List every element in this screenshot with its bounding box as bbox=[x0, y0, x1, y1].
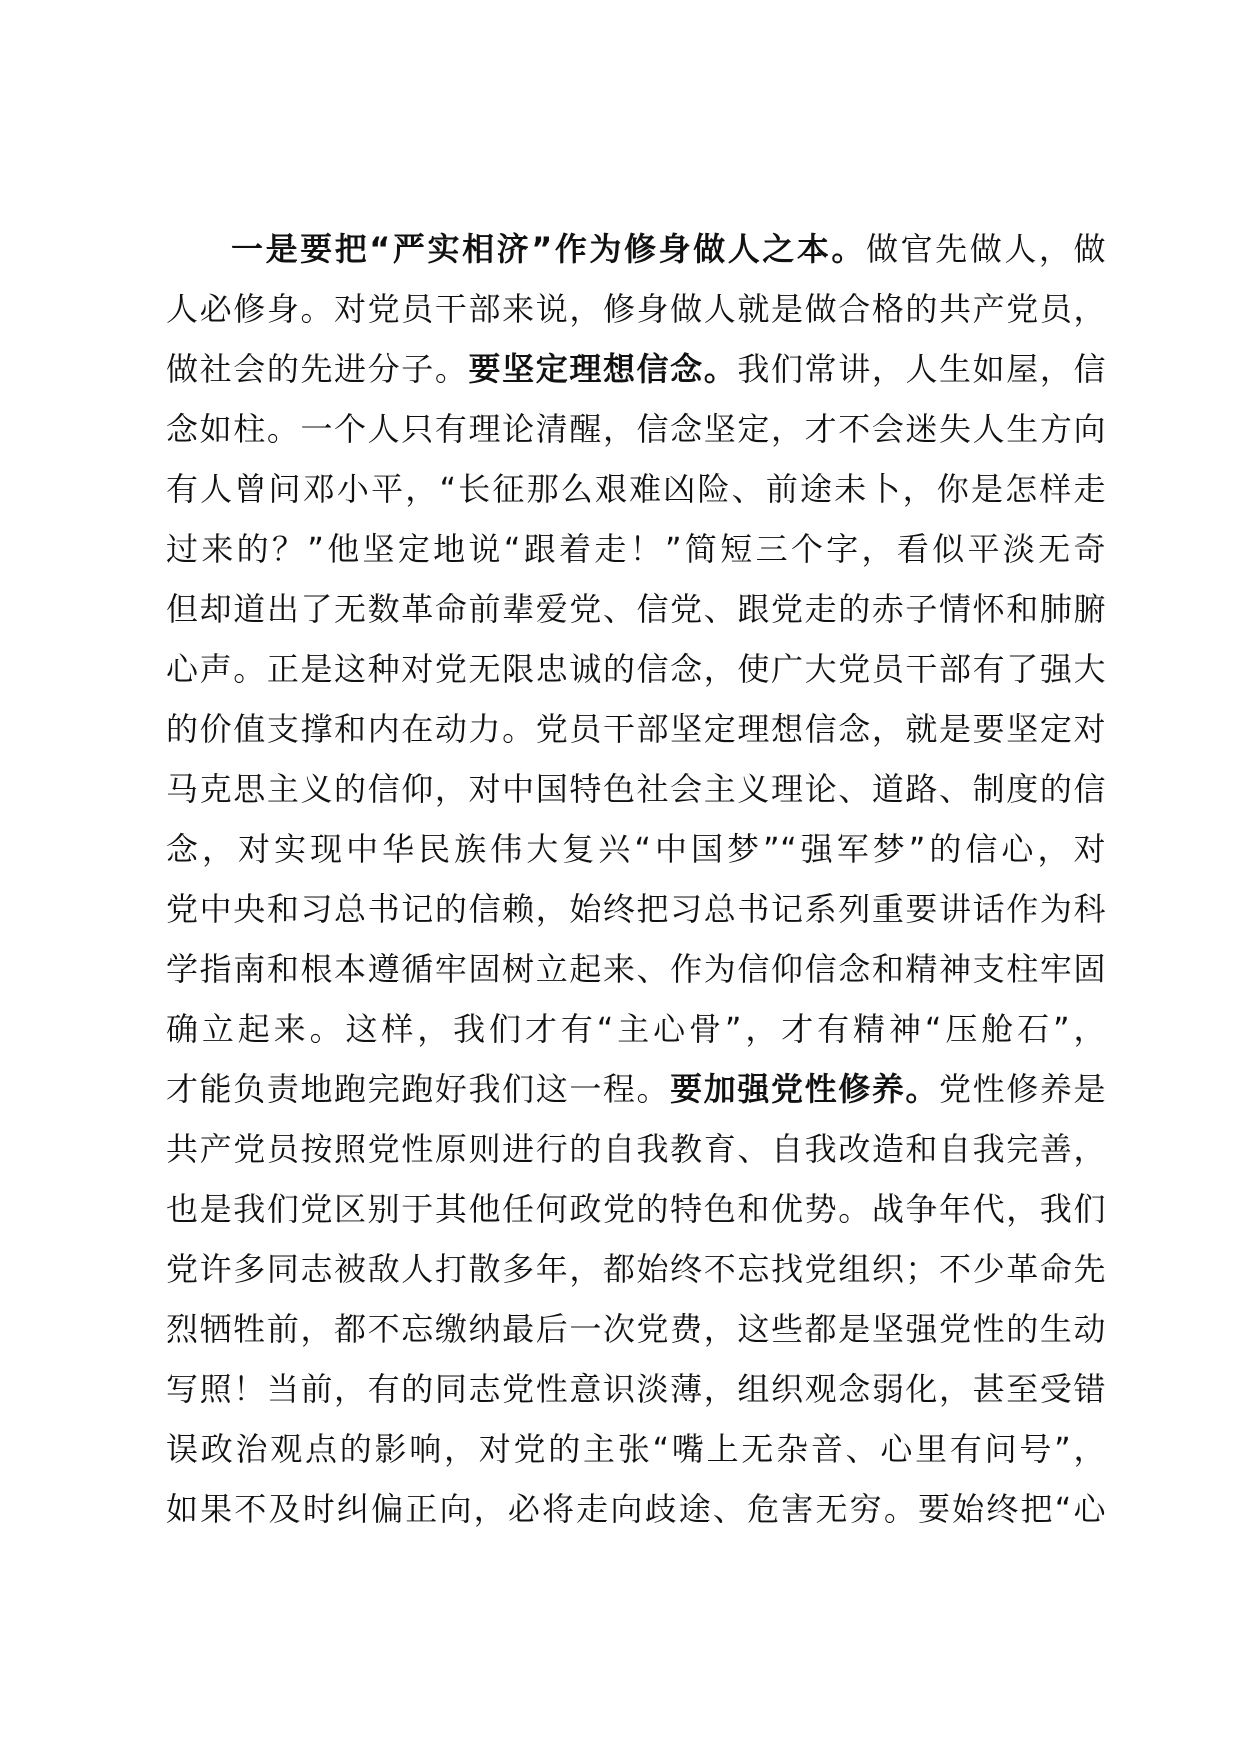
body-text-span: 党性修养是 bbox=[939, 1070, 1106, 1108]
body-text-span: 过来的？”他坚定地说“跟着走！”简短三个字，看似平淡无奇 bbox=[166, 530, 1106, 568]
body-text-span: 马克思主义的信仰，对中国特色社会主义理论、道路、制度的信 bbox=[166, 770, 1106, 808]
body-text-span: 的价值支撑和内在动力。党员干部坚定理想信念，就是要坚定对 bbox=[166, 710, 1106, 748]
body-text-span: 做社会的先进分子。 bbox=[166, 350, 469, 388]
text-line bbox=[166, 639, 1106, 699]
bold-heading-text: 一是要把“严实相济”作为修身做人之本。 bbox=[231, 230, 867, 268]
text-line bbox=[166, 279, 1106, 339]
body-text-span: 念，对实现中华民族伟大复兴“中国梦”“强军梦”的信心，对 bbox=[166, 830, 1106, 868]
text-line bbox=[166, 579, 1106, 639]
text-line bbox=[166, 399, 1106, 459]
text-line bbox=[166, 339, 1106, 399]
text-line bbox=[166, 1239, 1106, 1299]
body-text-span: 共产党员按照党性原则进行的自我教育、自我改造和自我完善， bbox=[166, 1130, 1106, 1168]
text-line bbox=[166, 1479, 1106, 1539]
body-text-span: 我们常讲，人生如屋，信 bbox=[737, 350, 1106, 388]
body-text-span: 也是我们党区别于其他任何政党的特色和优势。战争年代，我们 bbox=[166, 1190, 1106, 1228]
text-line bbox=[166, 1119, 1106, 1179]
text-line bbox=[166, 1299, 1106, 1359]
text-line bbox=[166, 459, 1106, 519]
body-text-span: 有人曾问邓小平，“长征那么艰难凶险、前途未卜，你是怎样走 bbox=[166, 470, 1106, 508]
text-line bbox=[166, 519, 1106, 579]
text-line bbox=[166, 699, 1106, 759]
body-text-span: 心声。正是这种对党无限忠诚的信念，使广大党员干部有了强大 bbox=[166, 650, 1106, 688]
bold-heading-text: 要坚定理想信念。 bbox=[468, 350, 738, 388]
body-text-span: 烈牺牲前，都不忘缴纳最后一次党费，这些都是坚强党性的生动 bbox=[166, 1310, 1106, 1348]
text-line bbox=[166, 939, 1106, 999]
body-text-span: 才能负责地跑完跑好我们这一程。 bbox=[166, 1070, 671, 1108]
body-text-span: 误政治观点的影响，对党的主张“嘴上无杂音、心里有问号”， bbox=[166, 1430, 1106, 1468]
text-line bbox=[166, 1419, 1106, 1479]
body-text-span: 党中央和习总书记的信赖，始终把习总书记系列重要讲话作为科 bbox=[166, 890, 1106, 928]
body-text-span: 学指南和根本遵循牢固树立起来、作为信仰信念和精神支柱牢固 bbox=[166, 950, 1106, 988]
text-line bbox=[166, 1179, 1106, 1239]
body-text-span: 念如柱。一个人只有理论清醒，信念坚定，才不会迷失人生方向 bbox=[166, 410, 1106, 448]
text-line bbox=[166, 759, 1106, 819]
text-line bbox=[166, 219, 1106, 279]
text-line bbox=[166, 819, 1106, 879]
body-text-span: 人必修身。对党员干部来说，修身做人就是做合格的共产党员， bbox=[166, 290, 1106, 328]
document-body bbox=[166, 219, 1106, 1539]
text-line bbox=[166, 999, 1106, 1059]
body-text-span: 确立起来。这样，我们才有“主心骨”，才有精神“压舱石”， bbox=[166, 1010, 1106, 1048]
bold-heading-text: 要加强党性修养。 bbox=[670, 1070, 940, 1108]
body-text-span: 党许多同志被敌人打散多年，都始终不忘找党组织；不少革命先 bbox=[166, 1250, 1106, 1288]
text-line bbox=[166, 879, 1106, 939]
body-text-span: 写照！当前，有的同志党性意识淡薄，组织观念弱化，甚至受错 bbox=[166, 1370, 1106, 1408]
text-line bbox=[166, 1359, 1106, 1419]
body-text-span: 但却道出了无数革命前辈爱党、信党、跟党走的赤子情怀和肺腑 bbox=[166, 590, 1106, 628]
body-text-span: 做官先做人，做 bbox=[866, 230, 1106, 268]
body-text-span: 如果不及时纠偏正向，必将走向歧途、危害无穷。要始终把“心 bbox=[166, 1490, 1106, 1528]
text-line bbox=[166, 1059, 1106, 1119]
